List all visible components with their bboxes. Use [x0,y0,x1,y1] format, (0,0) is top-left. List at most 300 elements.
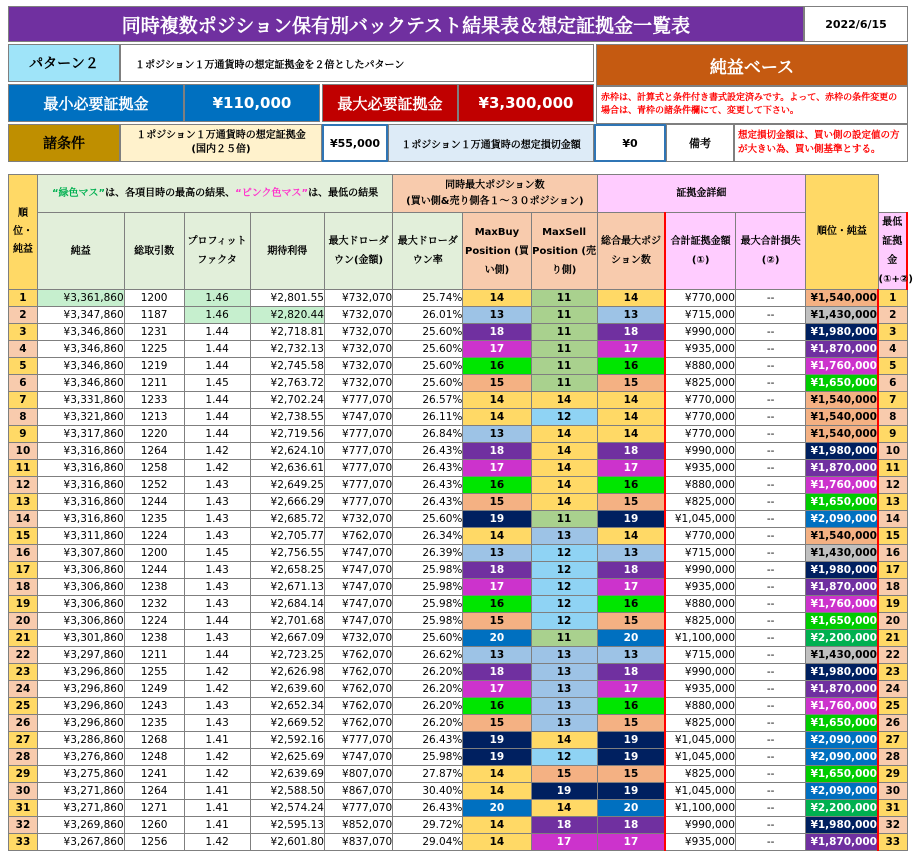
cell-tmargin: ¥1,045,000 [665,511,735,528]
table-row [9,613,908,630]
cell-trades: 1219 [124,358,184,375]
cell-dd: ¥777,070 [324,732,392,749]
cell-ddr: 29.04% [393,834,463,851]
page-title: 同時複数ポジション保有別バックテスト結果表＆想定証拠金一覧表 [121,14,691,37]
cell-ddr: 25.98% [393,749,463,766]
cell-loss: -- [736,834,806,851]
pink-word: “ピンク色マス” [235,188,309,199]
cell-tmargin: ¥770,000 [665,528,735,545]
cell-trades: 1243 [124,698,184,715]
pattern-description: １ポジション１万通貨時の想定証拠金を２倍としたパターン [120,44,594,82]
cell-trades: 1252 [124,477,184,494]
cell-rank: 4 [9,341,38,358]
cell-dd: ¥777,070 [324,443,392,460]
cell-profit: ¥3,346,860 [37,324,124,341]
cell-minm: ¥1,870,000 [806,834,878,851]
cell-pf: 1.44 [184,341,250,358]
col-ddrate: 最大ドローダウン率 [393,213,463,290]
cell-buy: 16 [463,596,531,613]
cell-dd: ¥732,070 [324,324,392,341]
cell-minm: ¥1,870,000 [806,460,878,477]
cell-total: 19 [597,732,665,749]
cell-pf: 1.44 [184,426,250,443]
cell-profit: ¥3,301,860 [37,630,124,647]
cell-sell: 14 [531,443,597,460]
cell-total: 14 [597,290,665,307]
cell-dd: ¥777,070 [324,392,392,409]
cell-rank: 28 [878,749,907,766]
cell-ddr: 26.34% [393,528,463,545]
cell-buy: 13 [463,545,531,562]
cell-tmargin: ¥770,000 [665,290,735,307]
cell-profit: ¥3,346,860 [37,341,124,358]
cell-dd: ¥762,070 [324,647,392,664]
cell-pf: 1.43 [184,579,250,596]
cell-loss: -- [736,562,806,579]
cell-ddr: 25.60% [393,375,463,392]
cell-buy: 14 [463,409,531,426]
table-row [9,562,908,579]
cell-profit: ¥3,286,860 [37,732,124,749]
cell-trades: 1187 [124,307,184,324]
col-maxsell: MaxSell Position (売り側) [531,213,597,290]
cell-sell: 13 [531,681,597,698]
cell-expect: ¥2,625.69 [250,749,324,766]
rank-header-right: 順位・純益 [806,175,878,290]
condition-stoploss-label: １ポジション１万通貨時の想定損切金額 [388,124,594,162]
table-row [9,800,908,817]
cell-loss: -- [736,817,806,834]
cell-profit: ¥3,317,860 [37,426,124,443]
cell-loss: -- [736,358,806,375]
cell-ddr: 25.98% [393,613,463,630]
cell-minm: ¥2,200,000 [806,800,878,817]
cell-sell: 14 [531,460,597,477]
cell-minm: ¥1,430,000 [806,307,878,324]
cell-total: 15 [597,766,665,783]
cell-rank: 17 [9,562,38,579]
cell-ddr: 25.60% [393,341,463,358]
cell-loss: -- [736,630,806,647]
cell-tmargin: ¥825,000 [665,375,735,392]
cell-sell: 12 [531,613,597,630]
cell-ddr: 25.60% [393,630,463,647]
cell-total: 15 [597,613,665,630]
margin-group-header: 証拠金詳細 [597,175,806,213]
cell-total: 17 [597,579,665,596]
cell-expect: ¥2,667.09 [250,630,324,647]
cell-loss: -- [736,443,806,460]
cell-tmargin: ¥935,000 [665,681,735,698]
cell-buy: 17 [463,579,531,596]
cell-minm: ¥1,650,000 [806,494,878,511]
cell-tmargin: ¥825,000 [665,715,735,732]
cell-sell: 14 [531,477,597,494]
cell-rank: 27 [9,732,38,749]
cell-profit: ¥3,316,860 [37,511,124,528]
cell-pf: 1.43 [184,698,250,715]
cell-dd: ¥777,070 [324,426,392,443]
cell-expect: ¥2,745.58 [250,358,324,375]
cell-rank: 4 [878,341,907,358]
cell-trades: 1233 [124,392,184,409]
cell-trades: 1211 [124,647,184,664]
cell-pf: 1.44 [184,613,250,630]
condition-margin-value[interactable]: ¥55,000 [322,124,388,162]
cell-rank: 8 [878,409,907,426]
cell-sell: 14 [531,392,597,409]
cell-expect: ¥2,671.13 [250,579,324,596]
cell-total: 14 [597,392,665,409]
cell-expect: ¥2,626.98 [250,664,324,681]
cell-buy: 14 [463,783,531,800]
cell-total: 13 [597,647,665,664]
cell-loss: -- [736,290,806,307]
cell-trades: 1264 [124,783,184,800]
cell-minm: ¥2,090,000 [806,732,878,749]
cell-dd: ¥747,070 [324,596,392,613]
table-row [9,307,908,324]
cell-loss: -- [736,613,806,630]
position-group-header: 同時最大ポジション数 (買い側&売り側各１～３０ポジション) [393,175,597,213]
cell-rank: 18 [9,579,38,596]
cell-ddr: 30.40% [393,783,463,800]
cell-sell: 14 [531,494,597,511]
cell-expect: ¥2,701.68 [250,613,324,630]
cell-buy: 20 [463,800,531,817]
cell-pf: 1.44 [184,324,250,341]
table-row [9,409,908,426]
cell-rank: 7 [878,392,907,409]
cell-trades: 1224 [124,613,184,630]
cell-rank: 10 [878,443,907,460]
cell-buy: 18 [463,443,531,460]
cell-expect: ¥2,636.61 [250,460,324,477]
cell-sell: 14 [531,732,597,749]
cell-profit: ¥3,316,860 [37,443,124,460]
cell-profit: ¥3,296,860 [37,681,124,698]
cell-trades: 1225 [124,341,184,358]
cell-buy: 15 [463,613,531,630]
cell-buy: 15 [463,494,531,511]
cell-pf: 1.41 [184,783,250,800]
cell-tmargin: ¥935,000 [665,460,735,477]
cell-buy: 17 [463,341,531,358]
cell-buy: 16 [463,358,531,375]
cell-dd: ¥732,070 [324,341,392,358]
cell-dd: ¥762,070 [324,715,392,732]
cell-rank: 22 [9,647,38,664]
cell-minm: ¥1,540,000 [806,392,878,409]
col-pf: プロフィットファクタ [184,213,250,290]
col-profit: 純益 [37,213,124,290]
cell-pf: 1.44 [184,358,250,375]
cell-ddr: 26.57% [393,392,463,409]
cell-dd: ¥747,070 [324,545,392,562]
cell-trades: 1271 [124,800,184,817]
cell-loss: -- [736,749,806,766]
cell-profit: ¥3,316,860 [37,460,124,477]
cell-total: 17 [597,681,665,698]
cell-loss: -- [736,783,806,800]
cell-loss: -- [736,375,806,392]
cell-buy: 18 [463,664,531,681]
cell-ddr: 25.98% [393,596,463,613]
cell-pf: 1.43 [184,494,250,511]
cell-tmargin: ¥1,100,000 [665,800,735,817]
cell-buy: 16 [463,477,531,494]
note-text: 想定損切金額は、買い側の設定値の方が大きい為、買い側基準とする。 [734,124,908,162]
cell-profit: ¥3,311,860 [37,528,124,545]
cell-ddr: 25.60% [393,324,463,341]
cell-tmargin: ¥990,000 [665,664,735,681]
cell-expect: ¥2,801.55 [250,290,324,307]
cell-ddr: 26.84% [393,426,463,443]
cell-pf: 1.43 [184,562,250,579]
cell-profit: ¥3,321,860 [37,409,124,426]
min-margin-value: ¥110,000 [184,84,320,122]
cell-minm: ¥1,430,000 [806,545,878,562]
cell-loss: -- [736,324,806,341]
cell-ddr: 26.39% [393,545,463,562]
cell-profit: ¥3,306,860 [37,596,124,613]
cell-buy: 13 [463,307,531,324]
cell-rank: 29 [9,766,38,783]
cell-expect: ¥2,738.55 [250,409,324,426]
cell-sell: 11 [531,358,597,375]
cell-pf: 1.44 [184,647,250,664]
cell-buy: 14 [463,766,531,783]
cell-trades: 1258 [124,460,184,477]
cell-minm: ¥1,980,000 [806,443,878,460]
cell-rank: 26 [9,715,38,732]
cell-ddr: 29.72% [393,817,463,834]
cell-dd: ¥732,070 [324,375,392,392]
table-row [9,443,908,460]
cell-dd: ¥732,070 [324,290,392,307]
cell-trades: 1249 [124,681,184,698]
cell-rank: 7 [9,392,38,409]
cell-ddr: 25.98% [393,579,463,596]
cell-ddr: 26.20% [393,681,463,698]
cell-ddr: 26.20% [393,715,463,732]
note-label: 備考 [666,124,734,162]
cell-rank: 13 [9,494,38,511]
max-margin-label: 最大必要証拠金 [322,84,458,122]
cell-ddr: 26.01% [393,307,463,324]
cell-rank: 14 [9,511,38,528]
cell-loss: -- [736,341,806,358]
cell-loss: -- [736,392,806,409]
table-row [9,511,908,528]
cell-loss: -- [736,596,806,613]
cell-trades: 1211 [124,375,184,392]
cell-loss: -- [736,528,806,545]
cell-rank: 16 [9,545,38,562]
cell-ddr: 27.87% [393,766,463,783]
cell-profit: ¥3,275,860 [37,766,124,783]
cell-total: 16 [597,358,665,375]
cell-profit: ¥3,296,860 [37,664,124,681]
cell-expect: ¥2,705.77 [250,528,324,545]
pattern-label: パターン２ [8,44,120,82]
cell-rank: 26 [878,715,907,732]
cell-expect: ¥2,756.55 [250,545,324,562]
cell-pf: 1.43 [184,630,250,647]
cell-rank: 30 [878,783,907,800]
table-row [9,698,908,715]
cell-tmargin: ¥1,045,000 [665,783,735,800]
cell-ddr: 26.43% [393,800,463,817]
cell-dd: ¥762,070 [324,698,392,715]
cell-sell: 13 [531,647,597,664]
table-row [9,494,908,511]
cell-buy: 13 [463,647,531,664]
cell-loss: -- [736,494,806,511]
col-max-loss: 最大合計損失 (②) [736,213,806,290]
cell-buy: 20 [463,630,531,647]
cell-dd: ¥837,070 [324,834,392,851]
cell-tmargin: ¥825,000 [665,613,735,630]
cell-ddr: 25.74% [393,290,463,307]
cell-profit: ¥3,316,860 [37,494,124,511]
cell-loss: -- [736,460,806,477]
cell-trades: 1244 [124,494,184,511]
cell-profit: ¥3,331,860 [37,392,124,409]
cell-total: 17 [597,460,665,477]
cell-dd: ¥762,070 [324,528,392,545]
col-maxbuy: MaxBuy Position (買い側) [463,213,531,290]
cell-total: 16 [597,596,665,613]
cell-ddr: 26.43% [393,732,463,749]
cell-loss: -- [736,426,806,443]
cell-trades: 1264 [124,443,184,460]
cell-profit: ¥3,347,860 [37,307,124,324]
col-expect: 期待利得 [250,213,324,290]
cell-ddr: 26.11% [393,409,463,426]
cell-pf: 1.42 [184,443,250,460]
cell-total: 14 [597,528,665,545]
cell-pf: 1.42 [184,834,250,851]
cell-rank: 1 [878,290,907,307]
col-trades: 総取引数 [124,213,184,290]
cell-sell: 11 [531,324,597,341]
cell-trades: 1244 [124,562,184,579]
cell-buy: 14 [463,834,531,851]
cell-buy: 14 [463,817,531,834]
cell-profit: ¥3,306,860 [37,579,124,596]
cell-tmargin: ¥880,000 [665,698,735,715]
cell-expect: ¥2,719.56 [250,426,324,443]
cell-expect: ¥2,666.29 [250,494,324,511]
max-margin-value: ¥3,300,000 [458,84,594,122]
conditions-label: 諸条件 [8,124,120,162]
cell-dd: ¥747,070 [324,562,392,579]
cell-loss: -- [736,647,806,664]
cell-trades: 1255 [124,664,184,681]
cell-rank: 31 [878,800,907,817]
cell-expect: ¥2,649.25 [250,477,324,494]
cell-total: 16 [597,477,665,494]
table-row [9,664,908,681]
cell-total: 18 [597,664,665,681]
cell-minm: ¥1,650,000 [806,715,878,732]
cell-sell: 12 [531,579,597,596]
col-total-margin: 合計証拠金額 (①) [665,213,735,290]
cell-dd: ¥762,070 [324,664,392,681]
cell-expect: ¥2,718.81 [250,324,324,341]
cell-minm: ¥1,540,000 [806,426,878,443]
cell-rank: 3 [9,324,38,341]
cell-ddr: 25.60% [393,358,463,375]
cell-sell: 13 [531,664,597,681]
green-word: “緑色マス” [51,188,106,199]
cell-minm: ¥1,650,000 [806,766,878,783]
condition-stoploss-value[interactable]: ¥0 [594,124,666,162]
cell-tmargin: ¥1,045,000 [665,732,735,749]
cell-rank: 24 [878,681,907,698]
cell-dd: ¥777,070 [324,494,392,511]
cell-dd: ¥777,070 [324,800,392,817]
table-row [9,715,908,732]
cell-expect: ¥2,574.24 [250,800,324,817]
cell-trades: 1238 [124,579,184,596]
cell-profit: ¥3,306,860 [37,562,124,579]
cell-loss: -- [736,715,806,732]
cell-profit: ¥3,346,860 [37,375,124,392]
cell-loss: -- [736,800,806,817]
cell-rank: 1 [9,290,38,307]
cell-minm: ¥1,870,000 [806,341,878,358]
cell-rank: 21 [9,630,38,647]
cell-sell: 14 [531,426,597,443]
cell-expect: ¥2,820.44 [250,307,324,324]
cell-pf: 1.46 [184,307,250,324]
cell-pf: 1.42 [184,766,250,783]
cell-rank: 28 [9,749,38,766]
cell-pf: 1.42 [184,460,250,477]
cell-rank: 13 [878,494,907,511]
cell-minm: ¥2,200,000 [806,630,878,647]
cell-trades: 1235 [124,511,184,528]
cell-sell: 12 [531,562,597,579]
cell-total: 18 [597,324,665,341]
cell-tmargin: ¥990,000 [665,443,735,460]
cell-expect: ¥2,684.14 [250,596,324,613]
cell-sell: 13 [531,715,597,732]
cell-rank: 5 [9,358,38,375]
cell-tmargin: ¥935,000 [665,579,735,596]
cell-tmargin: ¥935,000 [665,341,735,358]
cell-tmargin: ¥825,000 [665,494,735,511]
cell-trades: 1224 [124,528,184,545]
cell-minm: ¥1,980,000 [806,562,878,579]
cell-minm: ¥1,650,000 [806,613,878,630]
cell-ddr: 26.20% [393,664,463,681]
table-row [9,375,908,392]
cell-minm: ¥1,980,000 [806,324,878,341]
cell-rank: 25 [9,698,38,715]
cell-trades: 1260 [124,817,184,834]
table-row [9,817,908,834]
cell-profit: ¥3,271,860 [37,783,124,800]
table-row [9,749,908,766]
cell-dd: ¥807,070 [324,766,392,783]
cell-total: 15 [597,375,665,392]
cell-expect: ¥2,595.13 [250,817,324,834]
cell-minm: ¥1,430,000 [806,647,878,664]
cell-rank: 18 [878,579,907,596]
